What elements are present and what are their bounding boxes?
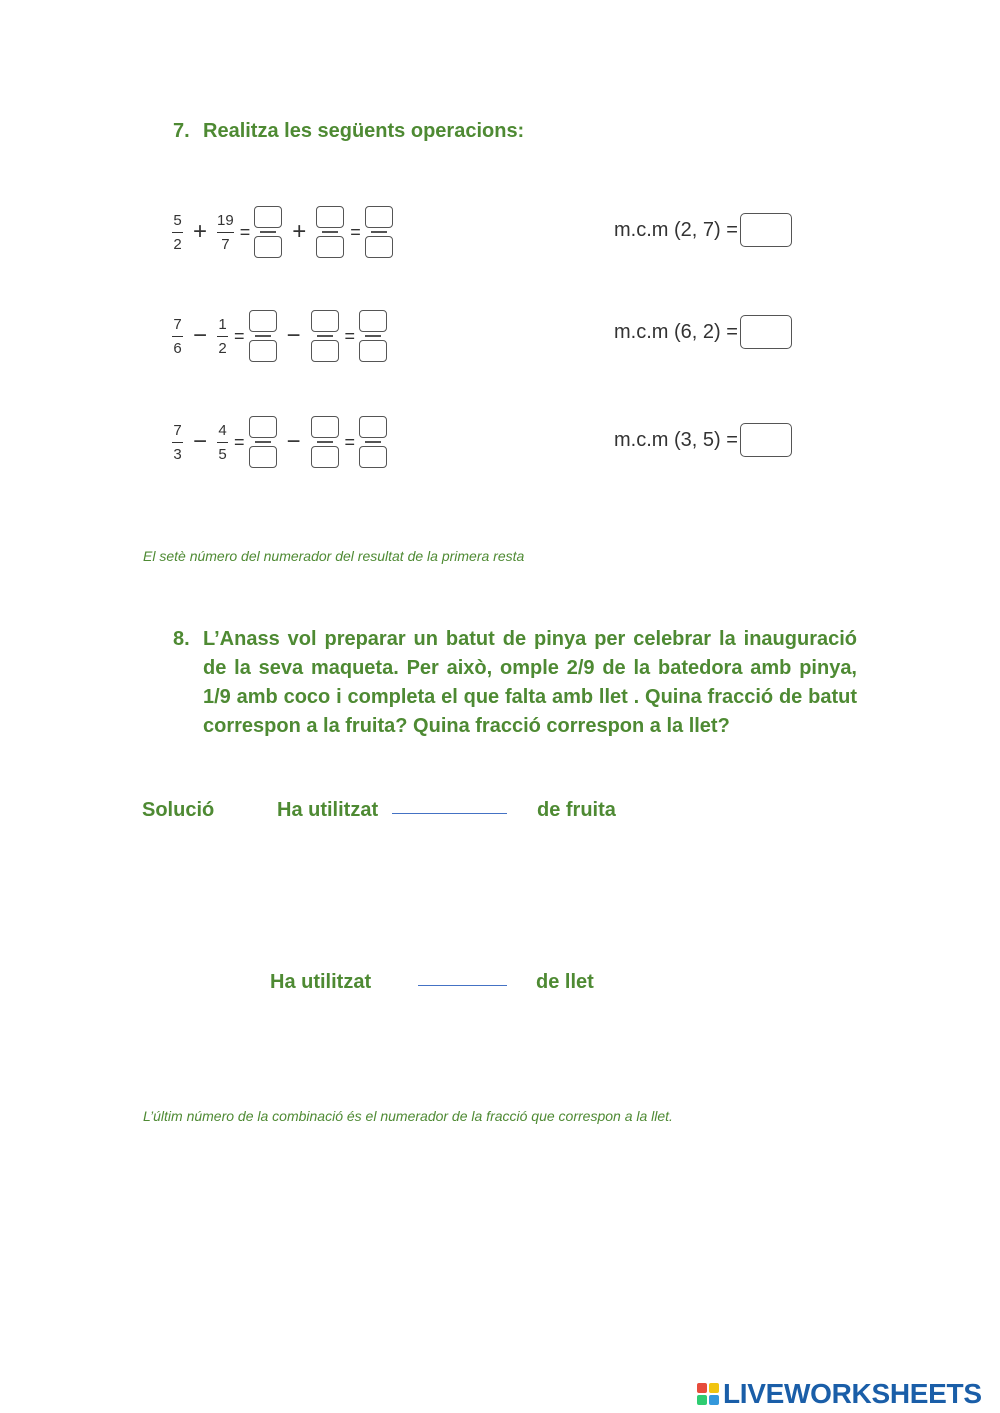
question-7-text: Realitza les següents operacions: (203, 120, 525, 142)
answer-fraction-1[interactable] (254, 206, 282, 258)
fraction-b (217, 422, 228, 463)
fraction-a (172, 422, 183, 463)
equals-sign: = (239, 221, 251, 242)
denominator: 2 (173, 235, 182, 253)
operator: − (193, 428, 208, 455)
question-7-title (173, 120, 524, 143)
milk-answer-line[interactable] (418, 985, 507, 986)
fraction-a (172, 316, 183, 357)
equals-sign: = (344, 431, 356, 452)
exercise-row-2 (172, 304, 387, 368)
numerator: 7 (173, 315, 182, 333)
fruit-answer-line[interactable] (392, 813, 507, 814)
operator: − (286, 428, 301, 455)
mcm-label: m.c.m (6, 2) = (614, 320, 738, 343)
mcm-answer-box[interactable] (740, 315, 792, 349)
question-7-number: 7. (173, 120, 190, 142)
fraction-b (217, 212, 234, 253)
denominator: 5 (218, 445, 227, 463)
numerator: 1 (218, 315, 227, 333)
line-1-prefix: Ha utilitzat (277, 799, 379, 821)
answer-fraction-result[interactable] (359, 310, 387, 362)
answer-fraction-2[interactable] (311, 416, 339, 468)
liveworksheets-logo (697, 1378, 982, 1410)
question-8-text: L’Anass vol preparar un batut de pinya per celebrar la inauguració de la seva maqueta. Per això, omple 2/9 de la batedora amb pinya, 1/9 amb coco i completa el que falta amb llet . Quina fracció de batut correspon a la fruita? Quina fracció correspon a la llet? (203, 628, 857, 737)
mcm-row-2 (614, 315, 792, 349)
mcm-label: m.c.m (3, 5) = (614, 428, 738, 451)
mcm-row-3 (614, 423, 792, 457)
question-8 (173, 625, 857, 741)
mcm-label: m.c.m (2, 7) = (614, 218, 738, 241)
exercise-row-3 (172, 410, 387, 474)
denominator: 2 (218, 339, 227, 357)
numerator: 7 (173, 421, 182, 439)
line-1-suffix: de fruita (537, 799, 616, 821)
operator: − (286, 322, 301, 349)
denominator: 3 (173, 445, 182, 463)
mcm-answer-box[interactable] (740, 213, 792, 247)
answer-fraction-2[interactable] (311, 310, 339, 362)
numerator: 4 (218, 421, 227, 439)
numerator: 19 (217, 211, 234, 229)
solution-label: Solució (142, 799, 215, 821)
fraction-a (172, 212, 183, 253)
question-8-number: 8. (173, 628, 190, 650)
answer-fraction-2[interactable] (316, 206, 344, 258)
logo-text: LIVEWORKSHEETS (723, 1378, 982, 1409)
line-2-suffix: de llet (536, 971, 594, 993)
answer-fraction-result[interactable] (365, 206, 393, 258)
operator: + (292, 218, 307, 245)
answer-fraction-result[interactable] (359, 416, 387, 468)
question-7-hint: El setè número del numerador del resultat de la primera resta (143, 548, 525, 564)
mcm-row-1 (614, 213, 792, 247)
operator: − (193, 322, 208, 349)
exercise-row-1 (172, 200, 393, 264)
denominator: 6 (173, 339, 182, 357)
numerator: 5 (173, 211, 182, 229)
fraction-b (217, 316, 228, 357)
question-8-hint: L’últim número de la combinació és el numerador de la fracció que correspon a la llet. (143, 1108, 673, 1124)
operator: + (193, 218, 208, 245)
line-2-prefix: Ha utilitzat (270, 971, 372, 993)
answer-fraction-1[interactable] (249, 416, 277, 468)
answer-fraction-1[interactable] (249, 310, 277, 362)
equals-sign: = (344, 325, 356, 346)
mcm-answer-box[interactable] (740, 423, 792, 457)
logo-icon (697, 1383, 719, 1405)
equals-sign: = (234, 325, 245, 346)
equals-sign: = (350, 221, 361, 242)
denominator: 7 (221, 235, 230, 253)
equals-sign: = (234, 431, 245, 452)
